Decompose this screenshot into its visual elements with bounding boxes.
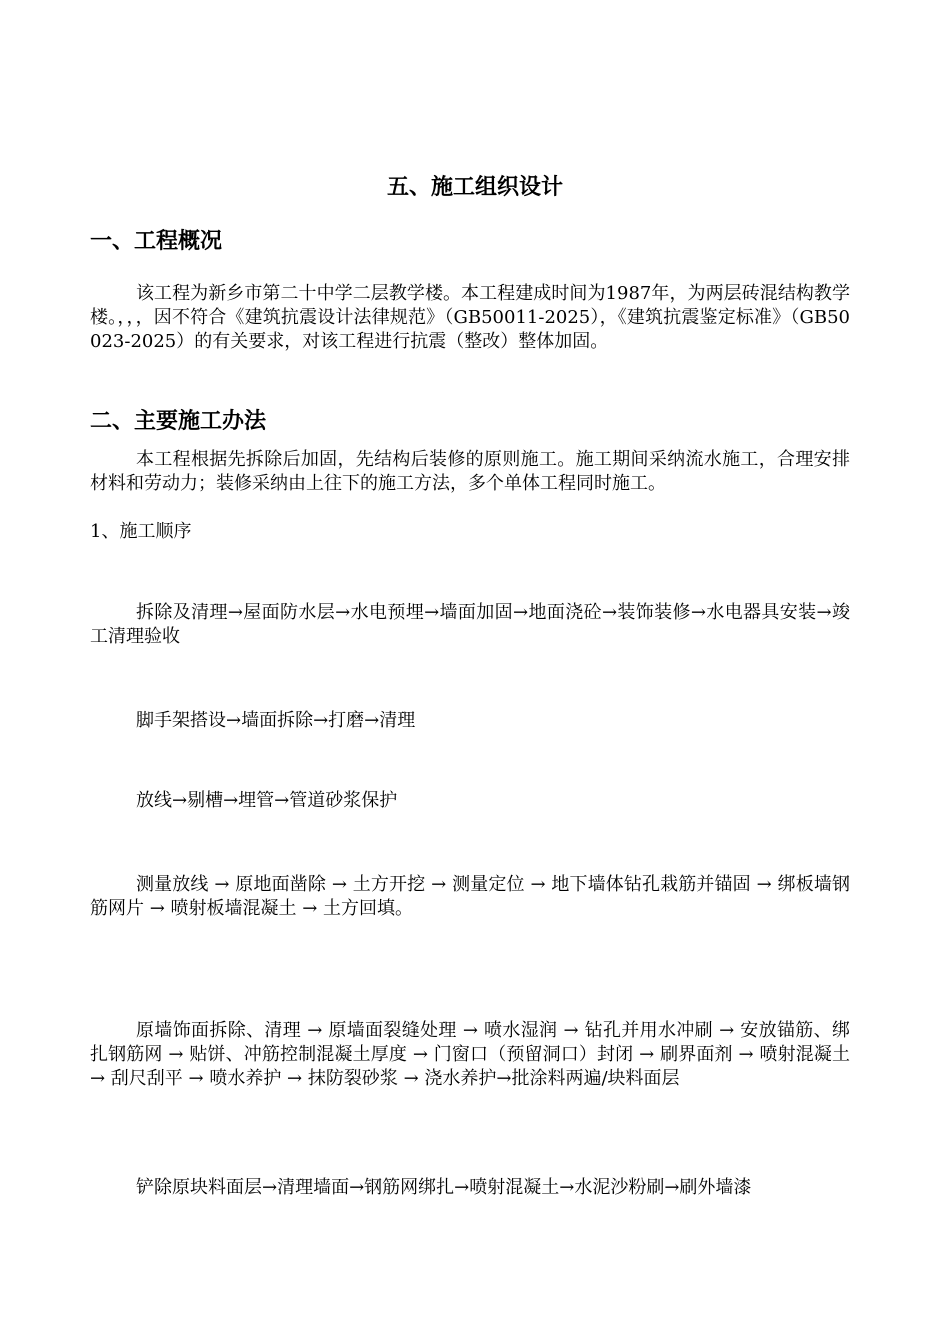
overview-paragraph: 该工程为新乡市第二十中学二层教学楼。本工程建成时间为1987年，为两层砖混结构教学楼。，，，因不符合《建筑抗震设计法律规范》（GB50011-2025），《建筑抗震鉴定标准》（GB50023-2025）的有关要求，对该工程进行抗震（整改）整体加固。 — [90, 283, 850, 352]
sequence-exterior-wall: 铲除原块料面层→清理墙面→钢筋网绑扎→喷射混凝土→水泥沙粉刷→刷外墙漆 — [136, 1177, 752, 1198]
construction-sequence-subheading: 1、施工顺序 — [90, 521, 192, 542]
page-title: 五、施工组织设计 — [386, 174, 563, 200]
sequence-plumbing: 放线→剔槽→埋管→管道砂浆保护 — [136, 790, 398, 811]
methods-paragraph: 本工程根据先拆除后加固，先结构后装修的原则施工。施工期间采纳流水施工，合理安排材料和劳动力；装修采纳由上往下的施工方法，多个单体工程同时施工。 — [90, 449, 850, 494]
sequence-overall: 拆除及清理→屋面防水层→水电预埋→墙面加固→地面浇砼→装饰装修→水电器具安装→竣工清理验收 — [90, 602, 850, 647]
sequence-wall-reinforcement: 原墙饰面拆除、清理 → 原墙面裂缝处理 → 喷水湿润 → 钻孔并用水冲刷 → 安放锚筋、绑扎钢筋网 → 贴饼、冲筋控制混凝土厚度 → 门窗口（预留洞口）封闭 → 刷界面剂 → 喷射混凝土 → 刮尺刮平 → 喷水养护 → 抹防裂砂浆 → 浇水养护→批涂料两遍/块料面层 — [90, 1020, 850, 1089]
section-heading-methods: 二、主要施工办法 — [90, 408, 267, 434]
sequence-demolition: 脚手架搭设→墙面拆除→打磨→清理 — [136, 710, 416, 731]
section-heading-overview: 一、工程概况 — [90, 228, 223, 254]
sequence-foundation: 测量放线 → 原地面凿除 → 土方开挖 → 测量定位 → 地下墙体钻孔栽筋并锚固 → 绑板墙钢筋网片 → 喷射板墙混凝土 → 土方回填。 — [90, 874, 850, 919]
